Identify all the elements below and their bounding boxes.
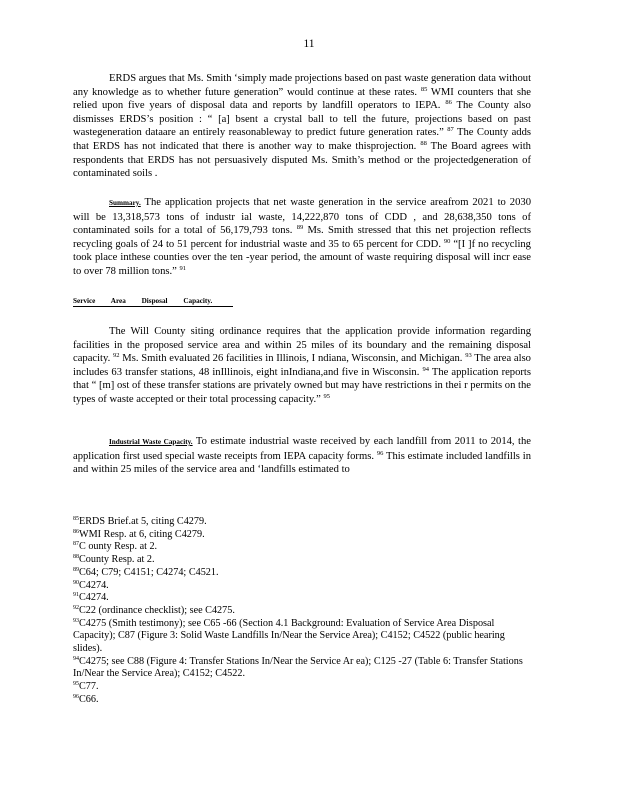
industrial-waste-text: To estimate industrial waste received by each landfill from 2011 to 2014, the application first used special waste receipts from IEPA capacity forms. $^{96}$ This estimate included landfills in and within 25 miles of the service area and ‘landfills estimated to — [73, 436, 532, 476]
paragraph-erds-argument — [73, 72, 531, 181]
footnote-number: 90 — [73, 579, 79, 586]
footnote-ref: 93 — [465, 352, 472, 360]
footnote — [73, 554, 531, 567]
paragraph-text — [73, 435, 531, 477]
footnote-ref: 91 — [179, 264, 187, 272]
paragraph-summary — [73, 196, 531, 279]
footnote — [73, 605, 531, 618]
footnote-ref: 90 — [443, 237, 451, 245]
footnote-number: 96 — [73, 693, 79, 700]
footnote-text: ERDS Brief.at 5, citing C4279. — [79, 516, 207, 527]
footnote-ref: 89 — [296, 224, 304, 232]
footnote-text: C4275 (Smith testimony); see C65 -66 (Section 4.1 Background: Evaluation of Service Area Disposal Capacity); C87 (Figure 3: Solid Waste Landfills In/Near the Service Area); C4152; C4522 (public hearing slides). — [73, 617, 505, 655]
footnote-number: 89 — [73, 566, 79, 573]
footnote-number: 86 — [73, 528, 79, 535]
footnote-number: 95 — [73, 681, 79, 688]
footnote-ref: 86 — [445, 99, 452, 107]
footnote — [73, 567, 531, 580]
footnote — [73, 656, 531, 681]
footnote-ref: 85 — [420, 85, 428, 93]
footnote — [73, 541, 531, 554]
footnote — [73, 694, 531, 707]
summary-text: The application projects that net waste generation in the service areafrom 2021 to 2030 will be 13,318,573 tons of industr ial waste, 14,222,870 tons of CDD , and 28,638,350 tons of contaminated soils for a total of 56,179,793 tons. $^{89}$ Ms. Smith stressed that this net projection reflects recycling goals of 24 to 51 percent for industrial waste and 35 to 65 percent for CDD. $^{90}$ “[I ]f no recycling took place inthese counties over the ten -year period, the amount of waste requiring disposal will incr ease to over 78 million tons.” $^{91}$ — [73, 197, 531, 277]
footnote-ref: 87 — [447, 126, 454, 134]
footnote-number: 93 — [73, 617, 79, 624]
footnote-text: WMI Resp. at 6, citing C4279. — [79, 528, 205, 540]
footnote-text: C ounty Resp. at 2. — [79, 541, 158, 553]
footnote-text: C77. — [79, 681, 99, 693]
footnote-number: 87 — [73, 541, 79, 548]
footnote — [73, 681, 531, 694]
footnote — [73, 529, 531, 542]
footnote-ref: 95 — [323, 392, 331, 400]
footnote — [73, 580, 531, 593]
footnote-text: C4275; see C88 (Figure 4: Transfer Stations In/Near the Service Ar ea); C125 -27 (Table 6: Transfer Stations In/Near the Service Area); C4152; C4522. — [73, 655, 523, 680]
footnote-ref: 94 — [422, 365, 429, 373]
footnote-number: 85 — [73, 516, 79, 522]
paragraph-service-area — [73, 325, 531, 407]
footnote-text: County Resp. at 2. — [79, 554, 155, 566]
footnote-ref: 92 — [113, 352, 120, 360]
footnote-number: 88 — [73, 554, 79, 561]
footnote — [73, 618, 531, 656]
footnote-number: 94 — [73, 655, 79, 662]
footnote-ref: 96 — [376, 449, 384, 457]
footnote-ref: 88 — [420, 139, 427, 147]
footnotes — [73, 516, 531, 707]
paragraph-text: The Will County siting ordinance requires that the application provide information regarding facilities in the proposed service area and within 25 miles of its boundary and the remaining disposal capacity. $^{92}$ Ms. Smith evaluated 26 facilities in Illinois, I ndiana, Wisconsin, and Michigan. $^{93}$ The area also includes 63 transfer stations, 48 inIllinois, eight inIndiana,and five in Wisconsin. $^{94}$ The application reports that “ [m] ost of these transfer stations are privately owned but may have restrictions in thei r permits on the types of waste accepted or their total processing capacity.” $^{95}$ — [73, 326, 531, 405]
industrial-waste-label: Industrial Waste Capacity. — [109, 438, 193, 446]
paragraph-text: ERDS argues that Ms. Smith ‘simply made projections based on past waste generation data without any knowledge as to whether future generation” would continue at these rates. $^{85}$ WMI counters that she relied upon five years of disposal data and reports by landfill operators to IEPA. $^{86}$ The County also dismisses ERDS’s position : “ [a] bsent a crystal ball to tell the future, projections based on past wastegeneration dataare an entirely reasonableway to predict future generation rates.” $^{87}$ The County adds that ERDS has not indicated that there is another way to make thisprojection. $^{88}$ The Board agrees with respondents that ERDS has not persuasively disputed Ms. Smith’s method or the projectedgeneration of contaminated soils . — [73, 73, 532, 180]
footnote-text: C64; C79; C4151; C4274; C4521. — [79, 566, 219, 578]
footnote-number: 91 — [73, 592, 79, 599]
footnote-number: 92 — [73, 604, 79, 611]
footnote-text: C22 (ordinance checklist); see C4275. — [79, 604, 235, 616]
footnote-text: C4274. — [79, 579, 109, 591]
section-heading: Service Area Disposal Capacity. — [73, 297, 233, 307]
summary-label: Summary. — [109, 199, 141, 207]
footnote — [73, 516, 531, 529]
footnote-text: C66. — [79, 693, 99, 705]
footnote-text: C4274. — [79, 592, 109, 604]
page-number: 11 — [303, 38, 315, 50]
paragraph-text — [73, 196, 531, 279]
paragraph-industrial-waste — [73, 435, 531, 477]
footnote — [73, 592, 531, 605]
